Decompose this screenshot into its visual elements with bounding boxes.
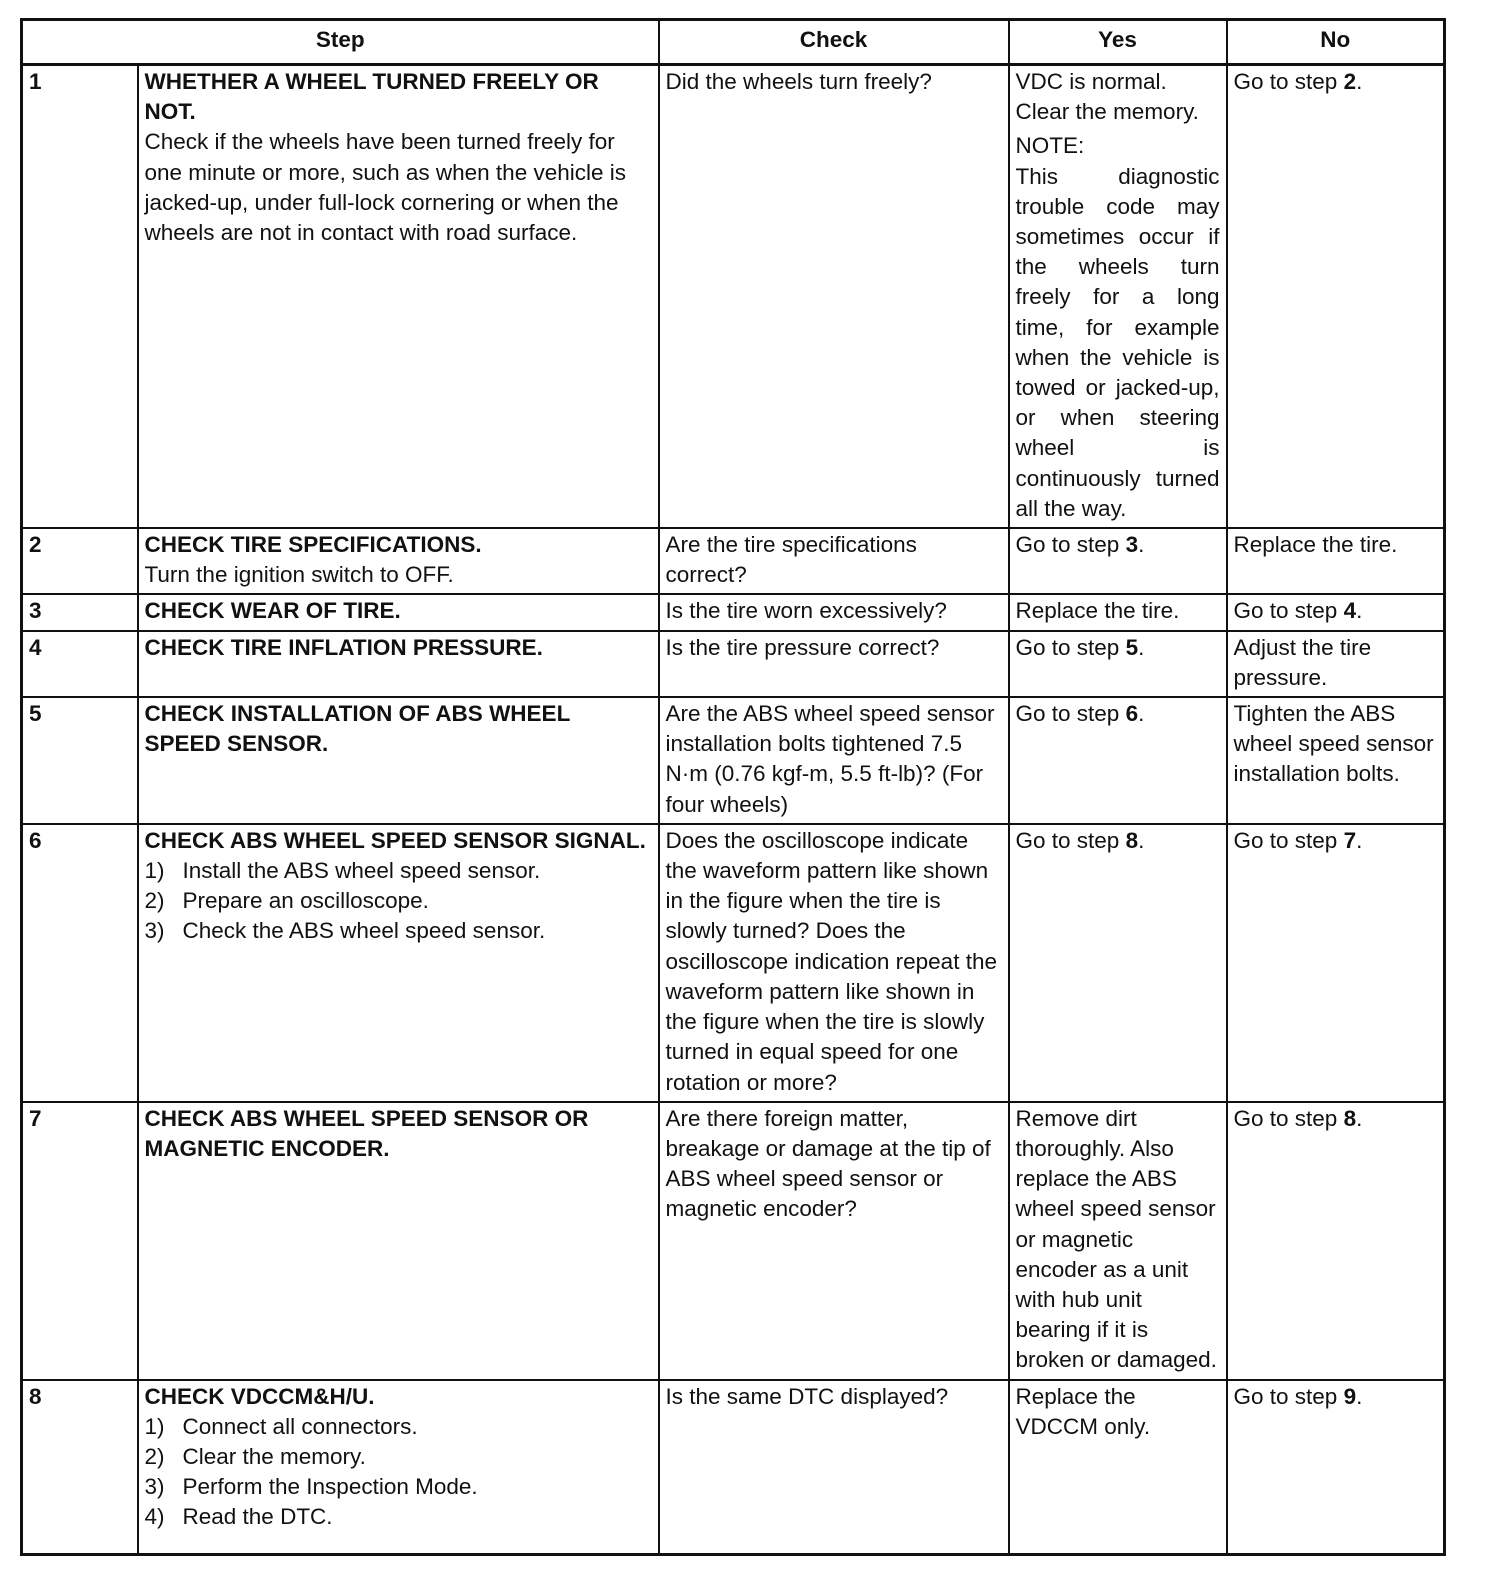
step-title: CHECK INSTALLATION OF ABS WHEEL SPEED SENSOR. bbox=[144, 701, 570, 757]
no-cell bbox=[1227, 824, 1445, 1102]
no-prefix: Go to step bbox=[1233, 1383, 1344, 1409]
step-number: 6 bbox=[22, 824, 138, 1102]
substep-text: Clear the memory. bbox=[182, 1443, 366, 1469]
yes-suffix: . bbox=[1138, 701, 1145, 727]
substep-text: Perform the Inspection Mode. bbox=[182, 1474, 478, 1500]
step-title: CHECK ABS WHEEL SPEED SENSOR OR MAGNETIC ENCODER. bbox=[144, 1105, 589, 1161]
step-ref: 3 bbox=[1125, 532, 1139, 558]
no-prefix: Go to step bbox=[1233, 1105, 1344, 1131]
check-cell: Does the oscilloscope indicate the waveform pattern like shown in the figure when the tire is slowly turned? Does the oscilloscope indication repeat the waveform pattern like shown in the figure when the tire is slowly turned in equal speed for one rotation or more? bbox=[659, 824, 1009, 1102]
no-prefix: Go to step bbox=[1233, 598, 1344, 624]
check-cell: Did the wheels turn freely? bbox=[659, 65, 1009, 529]
no-suffix: . bbox=[1356, 598, 1363, 624]
list-item bbox=[145, 886, 652, 916]
step-number: 5 bbox=[22, 697, 138, 824]
substep-list bbox=[145, 856, 652, 947]
list-item bbox=[145, 1472, 652, 1502]
substep-text: Prepare an oscilloscope. bbox=[182, 888, 429, 914]
step-cell bbox=[138, 824, 659, 1102]
table-row bbox=[22, 1380, 1445, 1555]
yes-cell bbox=[1009, 824, 1227, 1102]
table-row bbox=[22, 65, 1445, 529]
substep-list bbox=[145, 1412, 652, 1533]
header-no: No bbox=[1227, 20, 1445, 65]
step-detail: Turn the ignition switch to OFF. bbox=[144, 562, 454, 588]
step-cell bbox=[138, 594, 659, 630]
check-cell: Is the tire pressure correct? bbox=[659, 631, 1009, 697]
step-detail: Check if the wheels have been turned freely for one minute or more, such as when the vehicle is jacked-up, under full-lock cornering or when the wheels are not in contact with road surface. bbox=[144, 129, 626, 246]
table-row bbox=[22, 697, 1445, 824]
yes-prefix: Go to step bbox=[1015, 532, 1126, 558]
table-row bbox=[22, 824, 1445, 1102]
yes-prefix: Go to step bbox=[1015, 827, 1126, 853]
substep-number: 1) bbox=[144, 1413, 165, 1439]
yes-cell: Replace the tire. bbox=[1009, 594, 1227, 630]
header-step: Step bbox=[22, 20, 659, 65]
no-prefix: Go to step bbox=[1233, 69, 1344, 94]
note-text: This diagnostic trouble code may sometimes occur if the wheels turn freely for a long time, for example when the vehicle is towed or jacked-up, or when steering wheel is continuously turned all the way. bbox=[1015, 163, 1220, 521]
table-row bbox=[22, 594, 1445, 630]
list-item bbox=[145, 1442, 652, 1472]
step-ref: 9 bbox=[1343, 1383, 1357, 1409]
check-cell: Is the same DTC displayed? bbox=[659, 1380, 1009, 1555]
substep-text: Install the ABS wheel speed sensor. bbox=[182, 858, 541, 884]
yes-cell bbox=[1009, 697, 1227, 824]
no-suffix: . bbox=[1356, 69, 1363, 94]
check-cell: Are the tire specifications correct? bbox=[659, 528, 1009, 594]
no-cell: Replace the tire. bbox=[1227, 528, 1445, 594]
step-ref: 8 bbox=[1343, 1105, 1357, 1131]
step-ref: 5 bbox=[1125, 634, 1139, 660]
header-yes: Yes bbox=[1009, 20, 1227, 65]
no-suffix: . bbox=[1356, 1105, 1363, 1131]
step-ref: 8 bbox=[1125, 827, 1139, 853]
step-title: CHECK WEAR OF TIRE. bbox=[144, 598, 401, 624]
no-cell bbox=[1227, 1102, 1445, 1380]
step-title: CHECK ABS WHEEL SPEED SENSOR SIGNAL. bbox=[144, 827, 646, 853]
substep-number: 2) bbox=[144, 888, 165, 914]
note-label: NOTE: bbox=[1015, 133, 1085, 159]
step-number: 3 bbox=[22, 594, 138, 630]
substep-number: 1) bbox=[144, 858, 165, 884]
table-row bbox=[22, 528, 1445, 594]
no-cell bbox=[1227, 65, 1445, 529]
header-check: Check bbox=[659, 20, 1009, 65]
substep-text: Read the DTC. bbox=[182, 1504, 333, 1530]
yes-cell bbox=[1009, 631, 1227, 697]
no-prefix: Go to step bbox=[1233, 827, 1344, 853]
no-cell: Tighten the ABS wheel speed sensor installation bolts. bbox=[1227, 697, 1445, 824]
step-ref: 7 bbox=[1343, 827, 1357, 853]
yes-prefix: Go to step bbox=[1015, 634, 1126, 660]
no-cell: Adjust the tire pressure. bbox=[1227, 631, 1445, 697]
no-cell bbox=[1227, 1380, 1445, 1555]
step-cell bbox=[138, 697, 659, 824]
yes-cell: Replace the VDCCM only. bbox=[1009, 1380, 1227, 1555]
step-number: 4 bbox=[22, 631, 138, 697]
yes-cell bbox=[1009, 528, 1227, 594]
list-item bbox=[145, 916, 652, 946]
step-title: CHECK TIRE INFLATION PRESSURE. bbox=[144, 634, 543, 660]
step-cell bbox=[138, 1380, 659, 1555]
step-cell bbox=[138, 631, 659, 697]
no-cell bbox=[1227, 594, 1445, 630]
no-suffix: . bbox=[1356, 827, 1363, 853]
substep-number: 4) bbox=[144, 1504, 165, 1530]
step-number: 8 bbox=[22, 1380, 138, 1555]
table-row bbox=[22, 1102, 1445, 1380]
substep-text: Connect all connectors. bbox=[182, 1413, 418, 1439]
step-title: CHECK VDCCM&H/U. bbox=[144, 1383, 375, 1409]
step-cell bbox=[138, 65, 659, 529]
substep-number: 3) bbox=[144, 1474, 165, 1500]
diagnostic-table bbox=[20, 18, 1446, 1556]
yes-prefix: Go to step bbox=[1015, 701, 1126, 727]
yes-suffix: . bbox=[1138, 532, 1145, 558]
no-suffix: . bbox=[1356, 1383, 1363, 1409]
step-cell bbox=[138, 1102, 659, 1380]
substep-text: Check the ABS wheel speed sensor. bbox=[182, 918, 546, 944]
list-item bbox=[145, 856, 652, 886]
header-row bbox=[22, 20, 1445, 65]
step-ref: 4 bbox=[1343, 598, 1357, 624]
check-cell: Is the tire worn excessively? bbox=[659, 594, 1009, 630]
step-number: 1 bbox=[22, 65, 138, 529]
step-cell bbox=[138, 528, 659, 594]
step-ref: 6 bbox=[1125, 701, 1139, 727]
list-item bbox=[145, 1502, 652, 1532]
list-item bbox=[145, 1412, 652, 1442]
step-ref: 2 bbox=[1343, 69, 1357, 94]
step-number: 2 bbox=[22, 528, 138, 594]
check-cell: Are the ABS wheel speed sensor installation bolts tightened 7.5 N·m (0.76 kgf-m, 5.5 ft-lb)? (For four wheels) bbox=[659, 697, 1009, 824]
yes-cell: Remove dirt thoroughly. Also replace the ABS wheel speed sensor or magnetic encoder as a unit with hub unit bearing if it is broken or damaged. bbox=[1009, 1102, 1227, 1380]
table-row bbox=[22, 631, 1445, 697]
substep-number: 3) bbox=[144, 918, 165, 944]
step-title: CHECK TIRE SPECIFICATIONS. bbox=[144, 532, 482, 558]
yes-suffix: . bbox=[1138, 827, 1145, 853]
step-title: WHETHER A WHEEL TURNED FREELY OR NOT. bbox=[144, 69, 599, 125]
check-cell: Are there foreign matter, breakage or damage at the tip of ABS wheel speed sensor or magnetic encoder? bbox=[659, 1102, 1009, 1380]
yes-cell bbox=[1009, 65, 1227, 529]
yes-suffix: . bbox=[1138, 634, 1145, 660]
step-number: 7 bbox=[22, 1102, 138, 1380]
substep-number: 2) bbox=[144, 1443, 165, 1469]
yes-text: VDC is normal. Clear the memory. bbox=[1015, 69, 1199, 125]
